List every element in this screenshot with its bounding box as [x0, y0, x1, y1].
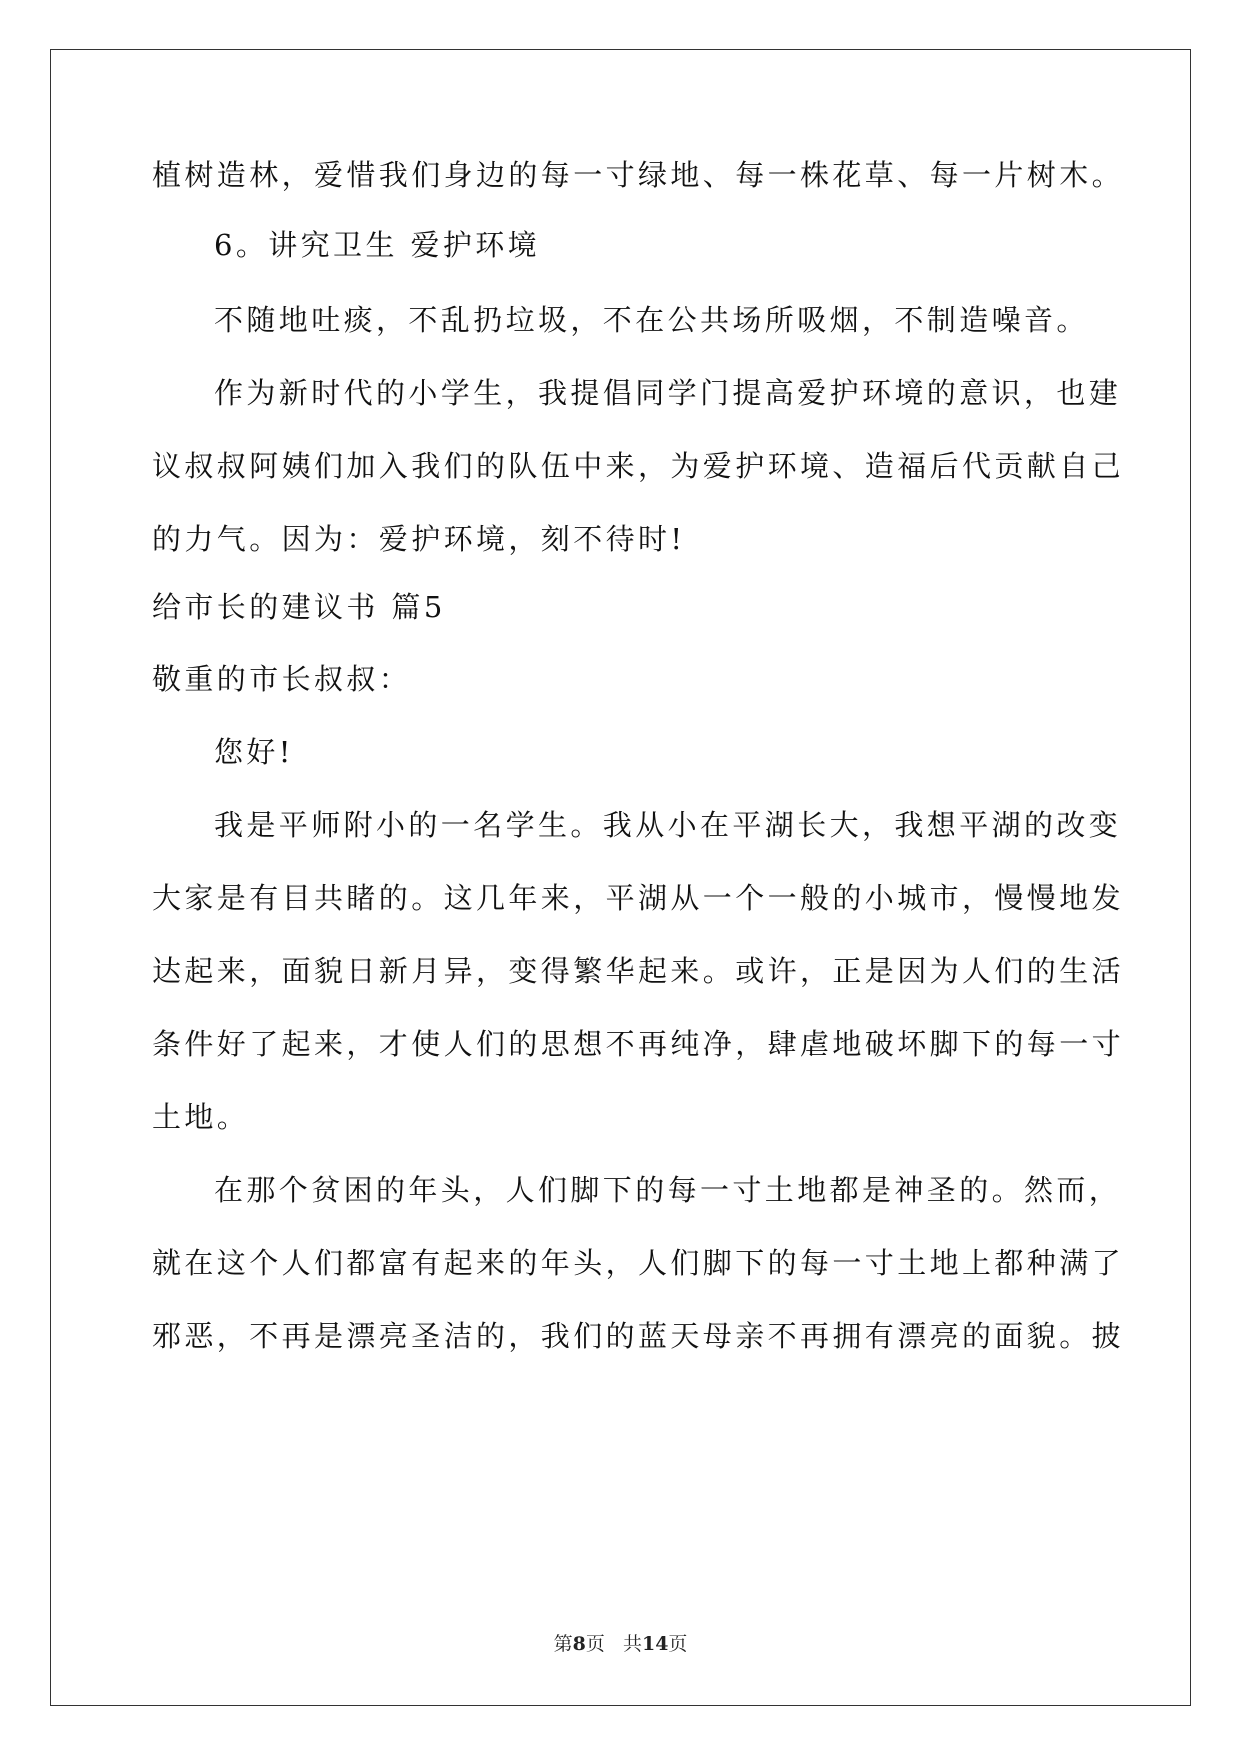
body-text-line: 在那个贫困的年头，人们脚下的每一寸土地都是神圣的。然而，	[214, 1173, 1122, 1207]
salutation: 敬重的市长叔叔：	[152, 662, 412, 696]
footer-total-pages: 14	[641, 1633, 669, 1655]
body-text-line: 就在这个人们都富有起来的年头，人们脚下的每一寸土地上都种满了	[152, 1246, 1125, 1280]
greeting: 您好!	[214, 735, 294, 769]
body-text-line: 的力气。因为：爱护环境，刻不待时!	[152, 522, 686, 556]
body-text-line: 条件好了起来，才使人们的思想不再纯净，肆虐地破坏脚下的每一寸	[152, 1027, 1125, 1061]
body-text-line: 议叔叔阿姨们加入我们的队伍中来，为爱护环境、造福后代贡献自己	[152, 449, 1125, 483]
page-footer	[0, 1632, 1241, 1656]
body-text-line: 大家是有目共睹的。这几年来，平湖从一个一般的小城市，慢慢地发	[152, 881, 1125, 915]
footer-total-suffix: 页	[668, 1633, 688, 1655]
body-text-line: 作为新时代的小学生，我提倡同学门提高爱护环境的意识，也建	[214, 376, 1122, 410]
body-text-line: 植树造林，爱惜我们身边的每一寸绿地、每一株花草、每一片树木。	[152, 158, 1125, 192]
section-heading: 6。讲究卫生 爱护环境	[214, 228, 541, 262]
body-text-line: 土地。	[152, 1100, 250, 1134]
footer-page-number: 8	[572, 1633, 586, 1655]
body-text-line: 不随地吐痰，不乱扔垃圾，不在公共场所吸烟，不制造噪音。	[214, 303, 1089, 337]
article-title: 给市长的建议书 篇5	[152, 590, 446, 624]
footer-total-prefix: 共	[622, 1633, 642, 1655]
body-text-line: 邪恶，不再是漂亮圣洁的，我们的蓝天母亲不再拥有漂亮的面貌。披	[152, 1319, 1125, 1353]
body-text-line: 我是平师附小的一名学生。我从小在平湖长大，我想平湖的改变	[214, 808, 1122, 842]
footer-page-suffix: 页	[585, 1633, 605, 1655]
body-text-line: 达起来，面貌日新月异，变得繁华起来。或许，正是因为人们的生活	[152, 954, 1125, 988]
footer-page-prefix: 第	[553, 1633, 573, 1655]
